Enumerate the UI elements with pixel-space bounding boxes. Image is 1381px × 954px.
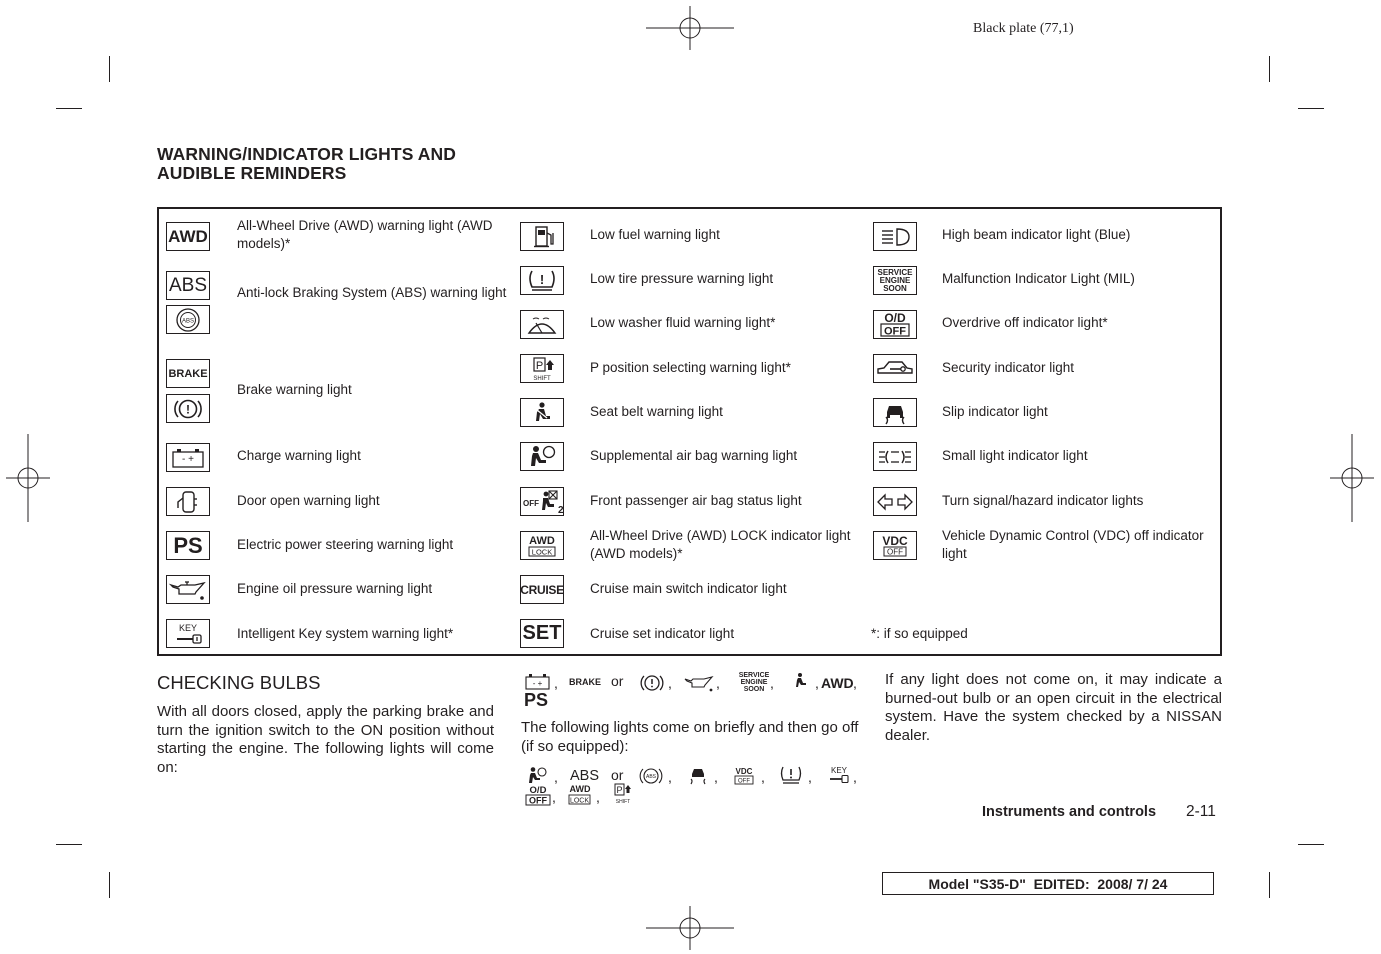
svg-text:LOCK: LOCK xyxy=(531,547,553,556)
separator: , xyxy=(853,675,857,691)
svg-text:OFF: OFF xyxy=(884,325,906,338)
crop-mark xyxy=(56,844,82,845)
registration-mark-top xyxy=(646,6,734,50)
label-seat-belt: Seat belt warning light xyxy=(590,404,723,419)
airbag-icon xyxy=(520,442,564,471)
awd-icon: AWD xyxy=(821,675,854,691)
separator: , xyxy=(714,769,718,785)
model-code: S35-D xyxy=(979,875,1020,892)
ps-icon xyxy=(166,531,210,560)
label-low-fuel: Low fuel warning light xyxy=(590,227,720,242)
model-prefix: Model " xyxy=(928,875,980,892)
service-engine-icon xyxy=(735,670,773,694)
crop-mark xyxy=(1298,108,1324,109)
label-abs-warning: Anti-lock Braking System (ABS) warning light xyxy=(237,285,507,300)
svg-text:AWD: AWD xyxy=(529,534,555,547)
crop-mark xyxy=(1298,844,1324,845)
separator: , xyxy=(770,675,774,691)
registration-mark-left xyxy=(6,434,50,522)
set-icon-text: SET xyxy=(522,622,562,644)
seat-belt-icon xyxy=(520,398,564,427)
crop-mark xyxy=(109,872,110,898)
battery-icon xyxy=(524,673,552,691)
cruise-icon xyxy=(520,575,564,604)
p-shift-icon xyxy=(612,782,636,806)
section-heading xyxy=(157,145,456,183)
separator: , xyxy=(853,769,857,785)
footer-section-title: Instruments and controls xyxy=(982,804,1157,820)
brief-lights-text: The following lights come on briefly and then go off (if so equipped): xyxy=(521,719,859,755)
high-beam-icon xyxy=(873,222,917,251)
awd-lock-icon xyxy=(520,531,564,560)
plate-label: Black plate (77,1) xyxy=(973,21,1074,36)
svg-text:ABS: ABS xyxy=(181,318,195,324)
slip-icon xyxy=(686,765,710,787)
turn-signal-icon xyxy=(873,487,917,516)
svg-text:2: 2 xyxy=(558,504,564,516)
label-awd-lock: All-Wheel Drive (AWD) LOCK indicator light (AWD models)* xyxy=(590,528,851,561)
separator: , xyxy=(554,675,558,691)
label-low-tire-pressure: Low tire pressure warning light xyxy=(590,271,774,286)
label-passenger-airbag: Front passenger air bag status light xyxy=(590,493,802,508)
svg-text:KEY: KEY xyxy=(830,766,848,775)
separator: , xyxy=(668,675,672,691)
checking-bulbs-title: CHECKING BULBS xyxy=(157,672,321,693)
tire-pressure-icon xyxy=(777,764,805,786)
heading-line-2: AUDIBLE REMINDERS xyxy=(157,163,347,183)
label-power-steering: Electric power steering warning light xyxy=(237,537,454,552)
separator: , xyxy=(761,769,765,785)
footnote-if-equipped: *: if so equipped xyxy=(871,626,968,641)
svg-text:- +: - + xyxy=(182,453,194,465)
label-security: Security indicator light xyxy=(942,360,1075,375)
label-mil: Malfunction Indicator Light (MIL) xyxy=(942,271,1135,286)
label-slip: Slip indicator light xyxy=(942,404,1048,419)
od-off-icon xyxy=(524,783,554,807)
svg-text:P: P xyxy=(616,785,623,795)
tire-pressure-icon xyxy=(520,266,564,295)
svg-text:!: ! xyxy=(186,402,190,416)
security-car-icon xyxy=(873,354,917,383)
brake-icon: BRAKE xyxy=(569,677,602,687)
svg-text:SOON: SOON xyxy=(743,686,765,693)
abs-icon xyxy=(166,271,210,300)
brake-icon xyxy=(166,359,210,388)
svg-text:SHIFT: SHIFT xyxy=(615,799,631,805)
crop-mark xyxy=(1269,56,1270,82)
abs-icon-text: ABS xyxy=(168,274,208,296)
washer-fluid-icon xyxy=(520,310,564,339)
page-number: 2-11 xyxy=(1186,803,1216,820)
separator: , xyxy=(554,769,558,785)
svg-text:ENGINE: ENGINE xyxy=(740,679,768,686)
oil-can-icon xyxy=(684,674,716,692)
brake-icon-text: BRAKE xyxy=(168,367,208,380)
separator: , xyxy=(808,769,812,785)
od-off-icon xyxy=(873,310,917,339)
label-oil-pressure: Engine oil pressure warning light xyxy=(237,581,433,596)
awd-lock-icon xyxy=(566,783,594,807)
oil-can-icon xyxy=(166,575,210,604)
label-intelligent-key: Intelligent Key system warning light* xyxy=(237,626,454,641)
label-high-beam: High beam indicator light (Blue) xyxy=(942,227,1131,242)
svg-text:SHIFT: SHIFT xyxy=(533,375,551,382)
slip-icon xyxy=(873,398,917,427)
brake-circle-icon xyxy=(640,672,664,694)
svg-text:!: ! xyxy=(539,271,545,287)
label-small-light: Small light indicator light xyxy=(942,448,1088,463)
svg-text:O/D: O/D xyxy=(884,311,906,325)
label-charge-warning: Charge warning light xyxy=(237,448,361,463)
vdc-off-icon xyxy=(731,765,757,787)
separator: , xyxy=(668,769,672,785)
separator: , xyxy=(596,789,600,805)
svg-text:ENGINE: ENGINE xyxy=(879,276,911,285)
or-text: or xyxy=(611,673,624,689)
label-awd-warning: All-Wheel Drive (AWD) warning light (AWD models)* xyxy=(237,218,493,251)
fuel-pump-icon xyxy=(520,222,564,251)
ps-icon-text: PS xyxy=(173,532,203,558)
svg-text:LOCK: LOCK xyxy=(569,797,590,805)
key-icon xyxy=(166,619,210,648)
svg-text:KEY: KEY xyxy=(178,622,198,633)
svg-text:OFF: OFF xyxy=(523,498,539,508)
seat-belt-icon xyxy=(790,672,810,692)
label-brake-warning: Brake warning light xyxy=(237,382,352,397)
label-turn-signal: Turn signal/hazard indicator lights xyxy=(942,493,1144,508)
warning-lights-table xyxy=(157,207,1222,656)
abs-circle-icon xyxy=(166,305,210,334)
svg-text:O/D: O/D xyxy=(529,785,547,796)
set-icon xyxy=(520,619,564,648)
brake-circle-icon xyxy=(166,394,210,423)
abs-icon: ABS xyxy=(570,768,600,784)
crop-mark xyxy=(56,108,82,109)
svg-text:VDC: VDC xyxy=(882,533,908,548)
if-light-not-on-text: If any light does not come on, it may indicate a burned-out bulb or an open circuit in the electrical system. Have the system checked by a NISSAN dealer. xyxy=(885,671,1222,744)
heading-line-1: WARNING/INDICATOR LIGHTS AND xyxy=(157,144,456,164)
vdc-off-icon xyxy=(873,531,917,560)
label-vdc-off: Vehicle Dynamic Control (VDC) off indicator light xyxy=(942,528,1204,561)
label-p-position: P position selecting warning light* xyxy=(590,360,791,375)
model-edited-date: " EDITED: 2008/ 7/ 24 xyxy=(1019,875,1168,892)
separator: , xyxy=(716,675,720,691)
registration-mark-right xyxy=(1330,434,1374,522)
label-cruise-main: Cruise main switch indicator light xyxy=(590,581,787,596)
cruise-icon-text: CRUISE xyxy=(520,582,564,597)
svg-text:VDC: VDC xyxy=(735,767,753,776)
label-overdrive-off: Overdrive off indicator light* xyxy=(942,315,1108,330)
svg-text:- +: - + xyxy=(532,679,543,688)
small-light-icon xyxy=(873,442,917,471)
service-engine-icon xyxy=(873,266,917,295)
awd-icon xyxy=(166,222,210,251)
door-open-icon xyxy=(166,487,210,516)
svg-text:SOON: SOON xyxy=(883,284,907,293)
svg-text:ABS: ABS xyxy=(645,774,657,780)
crop-mark xyxy=(109,56,110,82)
registration-mark-bottom xyxy=(646,906,734,950)
passenger-airbag-icon xyxy=(520,487,564,516)
or-text: or xyxy=(611,767,624,783)
svg-text:SERVICE: SERVICE xyxy=(738,672,770,679)
svg-text:P: P xyxy=(535,359,544,372)
label-low-washer-fluid: Low washer fluid warning light* xyxy=(590,315,776,330)
awd-icon-text: AWD xyxy=(168,226,208,246)
svg-text:AWD: AWD xyxy=(569,784,591,794)
separator: , xyxy=(552,789,556,805)
abs-circle-icon xyxy=(639,765,663,787)
svg-text:OFF: OFF xyxy=(887,547,903,556)
separator: , xyxy=(815,675,819,691)
label-airbag: Supplemental air bag warning light xyxy=(590,448,798,463)
key-icon xyxy=(826,765,852,787)
battery-icon xyxy=(166,443,210,472)
svg-text:OFF: OFF xyxy=(738,778,750,785)
model-edited-box xyxy=(882,872,1214,895)
checking-bulbs-body: With all doors closed, apply the parking brake and turn the ignition switch to the ON position without starting the engine. The following lights will come on: xyxy=(157,703,494,776)
ps-icon: PS xyxy=(524,690,549,710)
crop-mark xyxy=(1269,872,1270,898)
svg-text:OFF: OFF xyxy=(529,795,547,806)
p-shift-icon xyxy=(520,354,564,383)
label-door-open: Door open warning light xyxy=(237,493,380,508)
svg-text:SERVICE: SERVICE xyxy=(877,268,913,277)
label-cruise-set: Cruise set indicator light xyxy=(590,626,735,641)
